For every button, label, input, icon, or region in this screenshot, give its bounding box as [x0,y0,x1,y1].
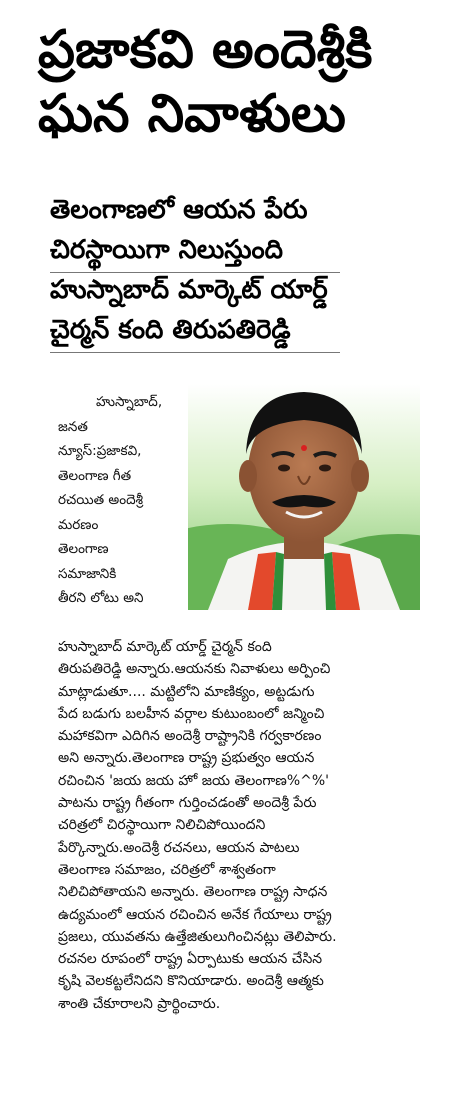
body-line: శాంతి చేకూరాలని ప్రార్థించారు. [58,995,221,1012]
body-line: తీరని లోటు అని [58,590,144,606]
headline-line-1: ప్రజాకవి అందెశ్రీకి [38,20,373,80]
body-line: రచయిత అందెశ్రీ [58,492,144,508]
subheadline-divider [50,352,340,353]
body-line: చరిత్రలో చిరస్థాయిగా నిలిచిపోయిందని [58,817,266,834]
body-line: రచించిన 'జయ జయ హో జయ తెలంగాణ%^%' [58,772,330,789]
portrait-image [188,384,420,610]
subheadline-line: చిరస్థాయిగా నిలుస్తుంది [50,235,284,265]
person-photo [188,384,420,610]
body-line: అని అన్నారు.తెలంగాణ రాష్ట్ర ప్రభుత్వం ఆయన [58,750,315,767]
body-line: ఉద్యమంలో ఆయన రచించిన అనేక గేయాలు రాష్ట్ర [58,906,332,923]
body-line: సమాజానికి [58,565,117,582]
article-body-intro [58,390,178,611]
body-line: తెలంగాణ [58,541,109,557]
body-line: ప్రజలు, యువతను ఉత్తేజితులుగించినట్లు తెలిపారు. [58,928,337,945]
body-line: మహాకవిగా ఎదిగిన అందెశ్రీ రాష్ట్రానికి గర్వకారణం [58,728,322,745]
subheadline-divider [50,272,340,273]
body-line: మరణం [58,516,99,533]
article-subheadline [50,190,380,350]
body-line: జనత [58,418,88,435]
body-line: పాటను రాష్ట్ర గీతంగా గుర్తించడంతో అందెశ్రీ పేరు [58,795,317,812]
body-line: రచనల రూపంలో రాష్ట్ర ఏర్పాటుకు ఆయన చేసిన [58,951,323,968]
body-line: పేర్కొన్నారు.అందెశ్రీ రచనలు, ఆయన పాటలు [58,839,300,856]
body-line: పేద బడుగు బలహీన వర్గాల కుటుంబంలో జన్మించి [58,705,325,722]
article-headline [38,18,448,146]
body-line: నిలిచిపోతాయని అన్నారు. తెలంగాణ రాష్ట్ర సాధన [58,884,328,901]
body-line: తెలంగాణ గీత [58,467,132,484]
body-line: కృషి వెలకట్టలేనిదని కొనియాడారు. అందెశ్రీ ఆత్మకు [58,973,324,990]
body-line: తిరుపతిరెడ్డి అన్నారు.ఆయనకు నివాళులు అర్పించి [58,661,331,678]
body-line: మాట్లాడుతూ.... మట్టిలోని మాణిక్యం, అట్టడుగు [58,683,315,700]
article-body [58,636,453,1015]
body-line: హుస్నాబాద్ మార్కెట్ యార్డ్ చైర్మన్ కంది [58,639,272,655]
body-line: హుస్నాబాద్, [96,394,163,410]
subheadline-line: తెలంగాణలో ఆయన పేరు [50,195,308,225]
subheadline-line: చైర్మన్ కంది తిరుపతిరెడ్డి [50,315,291,345]
body-line: తెలంగాణ సమాజం, చరిత్రలో శాశ్వతంగా [58,861,276,878]
headline-line-2: ఘన నివాళులు [38,84,346,144]
body-line: న్యూస్:ప్రజాకవి, [58,443,142,459]
subheadline-line: హుస్నాబాద్ మార్కెట్ యార్డ్ [50,275,328,305]
